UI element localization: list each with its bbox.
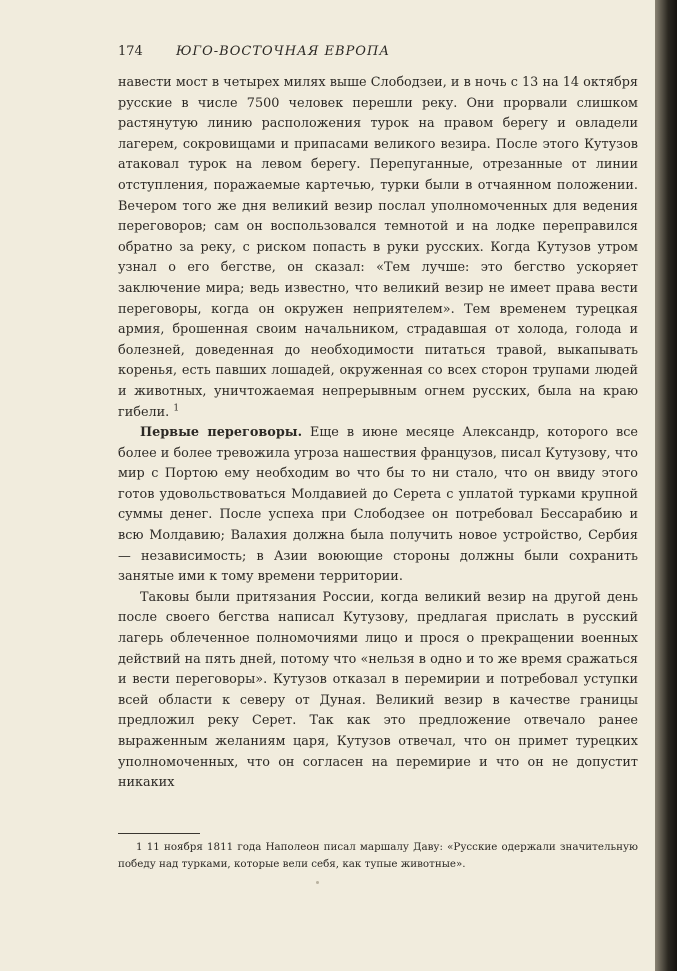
paragraph-2 <box>118 423 638 588</box>
running-title: ЮГО-ВОСТОЧНАЯ ЕВРОПА <box>176 44 391 59</box>
paper-speck <box>316 881 319 884</box>
page-number: 174 <box>118 44 143 59</box>
body-text <box>118 73 638 794</box>
book-spine-shadow <box>655 0 677 971</box>
paragraph-3 <box>118 588 638 794</box>
footnote-ref: 1 <box>173 403 180 414</box>
footnote-text: 11 ноября 1811 года Наполеон писал маршалу Даву: «Русские одержали значительную победу над турками, которые вели себя, как тупые животные». <box>118 841 638 870</box>
paragraph-1 <box>118 73 638 423</box>
footnote-mark: 1 <box>136 841 143 853</box>
footnote <box>118 839 638 872</box>
section-lead: Первые переговоры. <box>140 425 303 441</box>
paragraph-3-text: Таковы были притязания России, когда великий везир на другой день после своего бегства написал Кутузову, предлагая прислать в русский лагерь облеченное полномочиями лицо и прося о прекращении военных действий на пять дней, потому что «нельзя в одно и то же время сражаться и вести переговоры». Кутузов отказал в перемирии и потребовал уступки всей области к северу от Дуная. Великий везир в качестве границы предложил реку Серет. Так как это предложение отвечало ранее выраженным желаниям царя, Кутузов отвечал, что он примет турецких уполномоченных, что он согласен на перемирие и что он не допустит никаких <box>118 589 638 791</box>
paragraph-1-text: навести мост в четырех милях выше Слободзеи, и в ночь с 13 на 14 октября русские в числе 7500 человек перешли реку. Они прорвали слишком растянутую линию расположения турок на правом берегу и овладели лагерем, сокровищами и припасами великого везира. После этого Кутузов атаковал турок на левом берегу. Перепуганные, отрезанные от линии отступления, поражаемые картечью, турки были в отчаянном положении. Вечером того же дня великий везир послал уполномоченных для ведения переговоров; сам он воспользовался темнотой и на лодке переправился обратно за реку, с риском попасть в руки русских. Когда Кутузов утром узнал о его бегстве, он сказал: «Тем лучше: это бегство ускоряет заключение мира; ведь известно, что великий везир не имеет права вести переговоры, когда он окружен неприятелем». Тем временем турецкая армия, брошенная своим начальником, страдавшая от холода, голода и болезней, доведенная до необходимости питаться травой, выкапывать коренья, есть павших лошадей, окруженная со всех сторон трупами людей и животных, уничтожаемая непрерывным огнем русских, была на краю гибели. <box>118 75 638 420</box>
paragraph-2-text: Еще в июне месяце Александр, которого все более и более тревожила угроза нашествия французов, писал Кутузову, что мир с Портою ему необходим во что бы то ни стало, что он ввиду этого готов удовольствоваться Молдавией до Серета с уплатой турками крупной суммы денег. После успеха при Слободзее он потребовал Бессарабию и всю Молдавию; Валахия должна была получить новое устройство, Сербия — независимость; в Азии воюющие стороны должны были сохранить занятые ими к тому времени территории. <box>118 425 638 585</box>
footnote-divider <box>118 833 200 834</box>
